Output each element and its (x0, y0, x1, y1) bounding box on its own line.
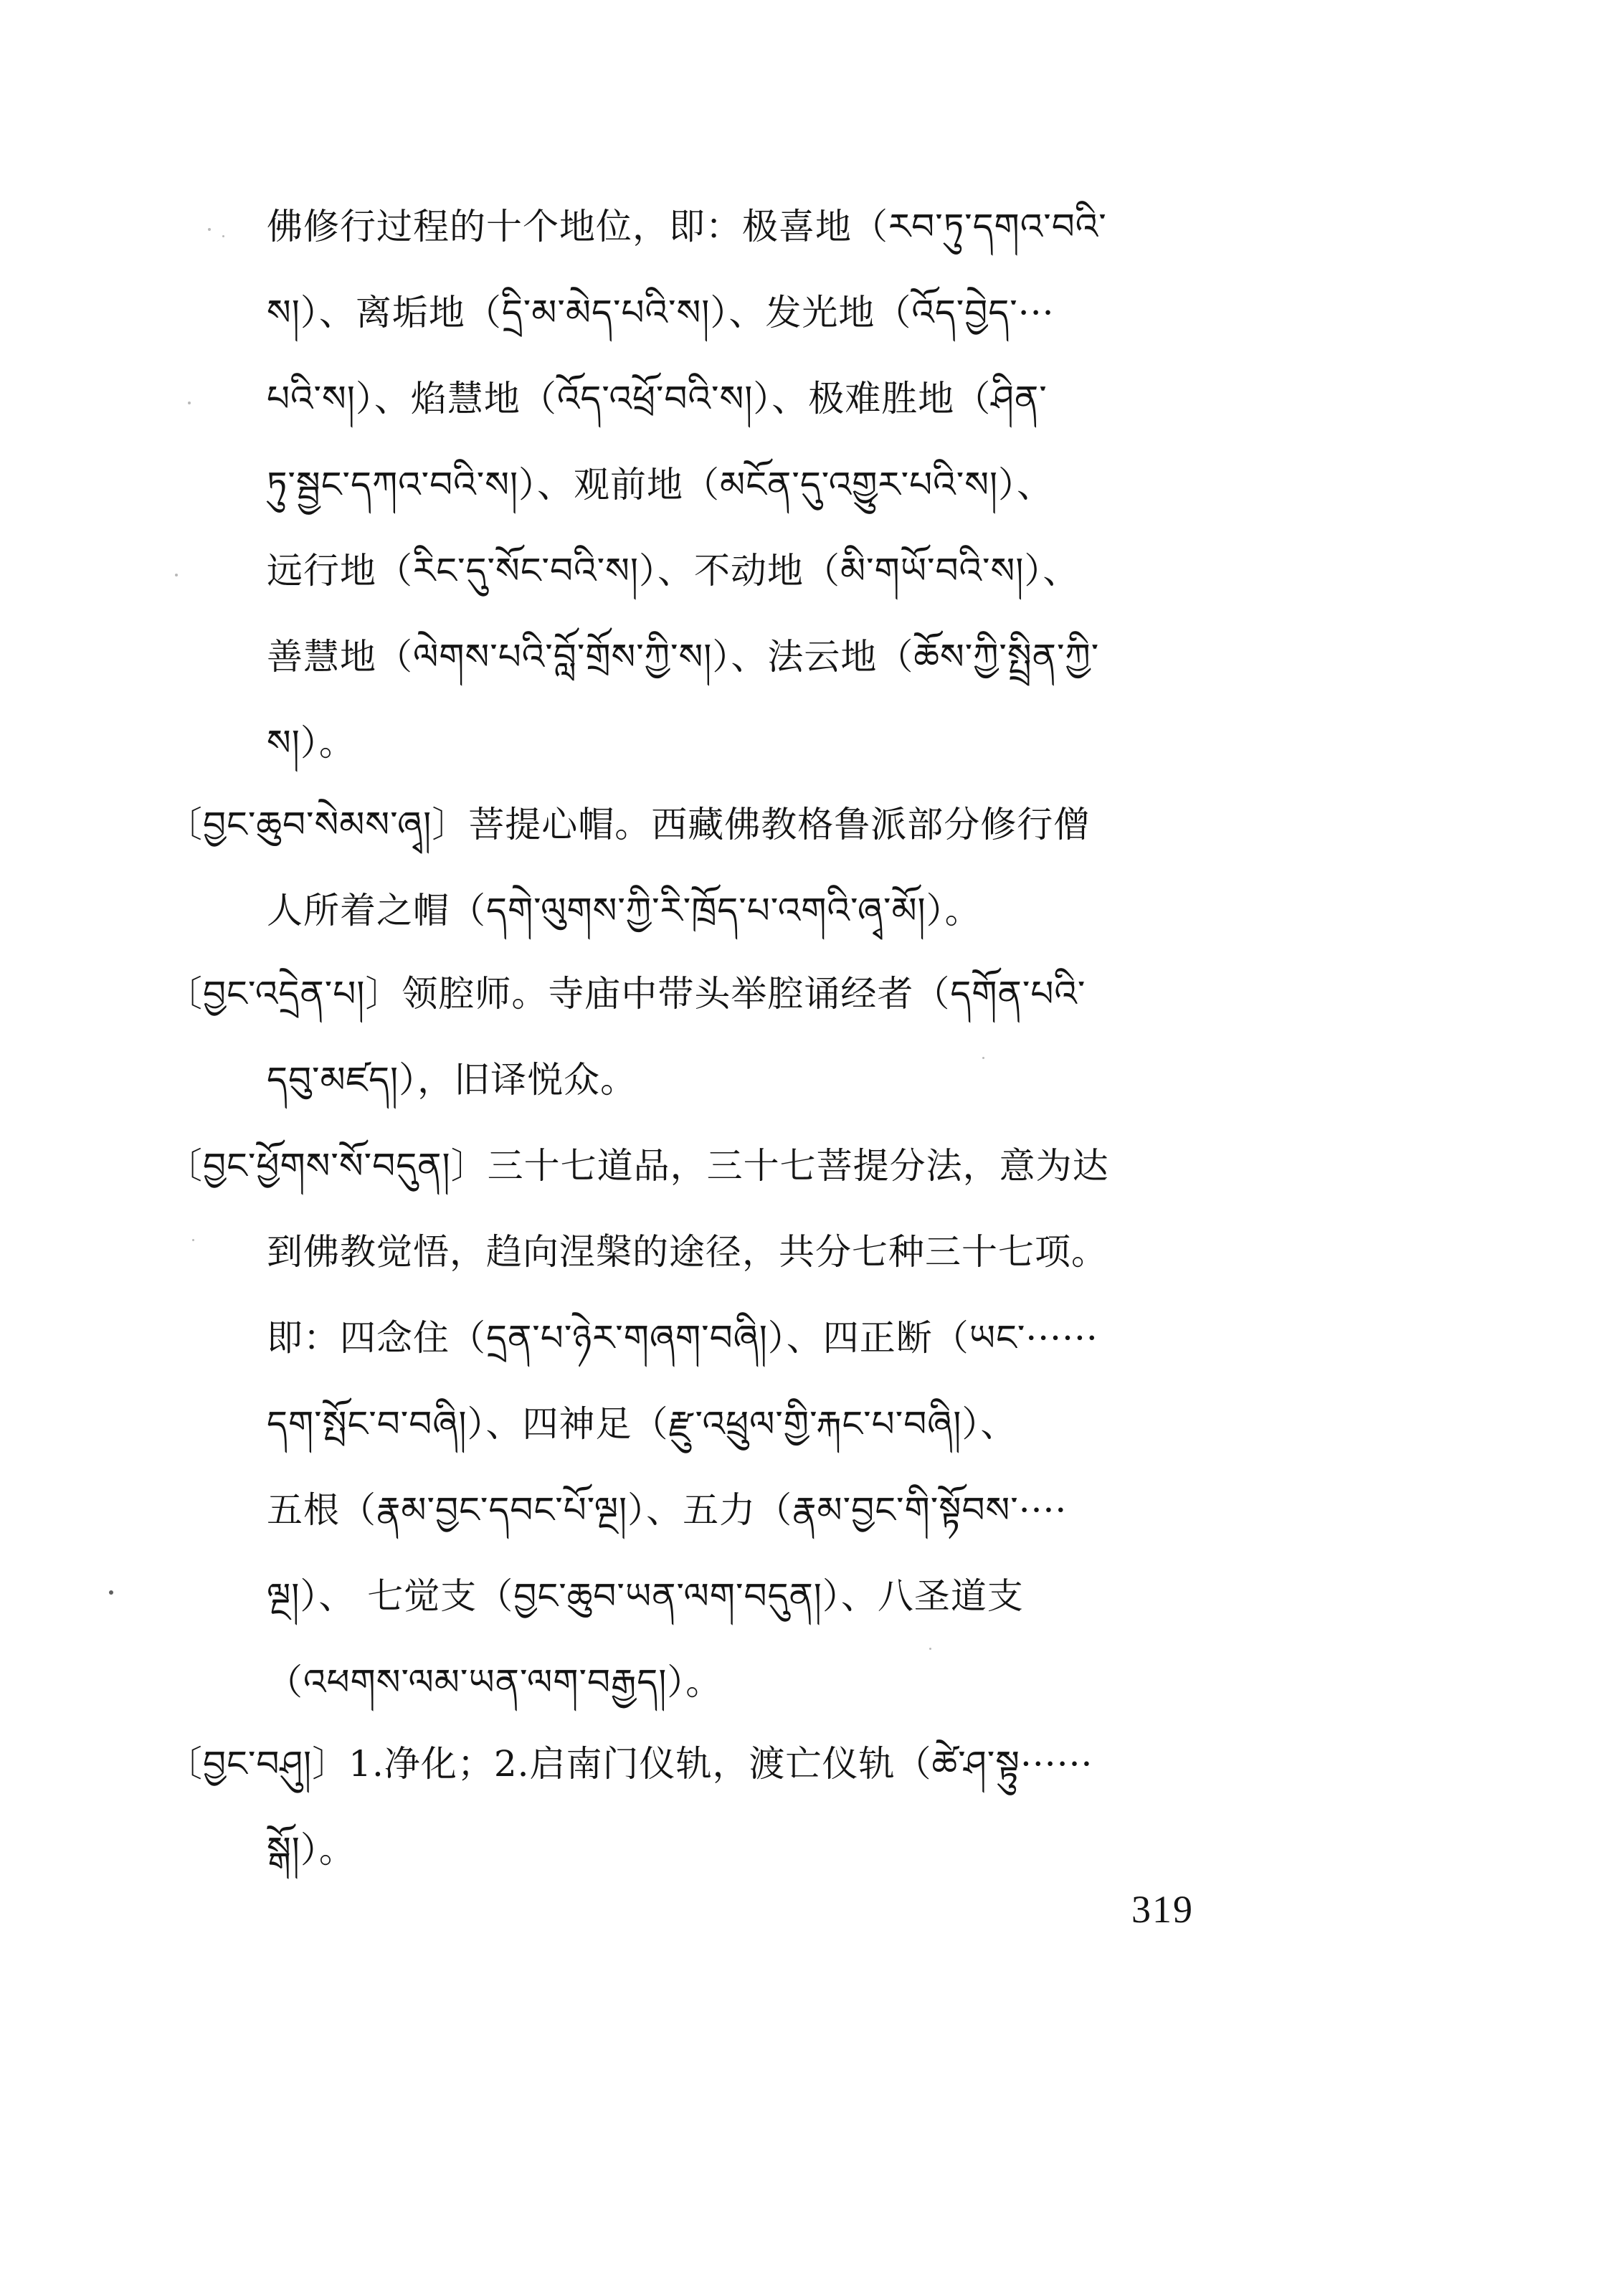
scan-speck (175, 574, 178, 576)
entry-text-line: 人所着之帽（དགེ་ལུགས་ཀྱི་རི་ཁྲོད་པ་འགའི་ཞྭ་མོ།）。 (267, 890, 982, 931)
entry-headword-line: 〔བྱང་ཆུབ་སེམས་ཞྭ།〕菩提心帽。西藏佛教格鲁派部分修行僧 (166, 804, 1091, 845)
entry-text-line: ཏུ་སྦྱང་དཀའ་བའི་ས།）、观前地（མངོན་དུ་འགྱུར་པའི་ས།）、 (267, 464, 1054, 505)
entry-text-line: དག་སྤོང་བ་བཞི།）、四神足（རྫུ་འཕྲུལ་གྱི་རྐང་པ་བཞི།）、 (267, 1403, 1017, 1445)
scan-speck (208, 228, 211, 231)
entry-text-line: པའི་ས།）、焰慧地（འོད་འཕྲོ་བའི་ས།）、极难胜地（ཤིན་ (267, 378, 1048, 419)
entry-text-line: 到佛教觉悟，趋向涅槃的途径，共分七种三十七项。 (267, 1231, 1108, 1273)
entry-headword-line: 〔བྱང་འདྲེན་པ།〕领腔师。寺庙中带头举腔诵经者（དགོན་པའི་ (166, 973, 1086, 1015)
entry-text-line: ལྔ།）、 七觉支（བྱང་ཆུབ་ཡན་ལག་བདུན།）、八圣道支 (267, 1575, 1024, 1617)
entry-text-line: （འཕགས་ལམ་ཡན་ལག་བརྒྱད།）。 (267, 1661, 723, 1703)
entry-text-line: 远行地（རིང་དུ་སོང་བའི་ས།）、不动地（མི་གཡོ་བའི་ས།）、 (267, 550, 1080, 592)
scan-speck (192, 1239, 194, 1241)
scan-speck (109, 1590, 113, 1595)
entry-text-line: 佛修行过程的十个地位，即：极喜地（རབ་ཏུ་དགའ་བའི་ (267, 206, 1107, 247)
entry-text-line: སྒོ།）。 (267, 1829, 356, 1871)
scan-speck (188, 402, 191, 404)
entry-text-line: དབུ་མཛད།），旧译悦众。 (267, 1059, 637, 1101)
page-number: 319 (1131, 1888, 1194, 1931)
entry-text-line: ས།）。 (267, 722, 356, 764)
scan-speck (929, 1648, 931, 1650)
scan-speck (982, 1057, 984, 1059)
entry-text-line: 善慧地（ལེགས་པའི་བློ་གྲོས་ཀྱི་ས།）、法云地（ཆོས་ཀྱི་སྤྲིན་ཀྱི་ (267, 636, 1100, 678)
entry-text-line: 五根（རྣམ་བྱང་དབང་པོ་ལྔ།）、五力（རྣམ་བྱང་གི་སྟོབས་···· (267, 1489, 1068, 1531)
entry-text-line: 即：四念住（དྲན་པ་ཉེར་གཞག་བཞི།）、四正断（ཡང་······ (267, 1317, 1098, 1359)
entry-headword-line: 〔བྱང་བཤུ།〕1.净化；2.启南门仪轨，渡亡仪轨（ཚེ་ཤ་སྟུ······ (166, 1743, 1093, 1785)
entry-headword-line: 〔བྱང་ཕྱོགས་སོ་བདུན།〕三十七道品，三十七菩提分法，意为达 (166, 1145, 1109, 1187)
scan-speck (222, 235, 224, 237)
entry-text-line: ས།）、离垢地（དྲི་མ་མེད་པའི་ས།）、发光地（འོད་བྱེད་··· (267, 292, 1055, 333)
